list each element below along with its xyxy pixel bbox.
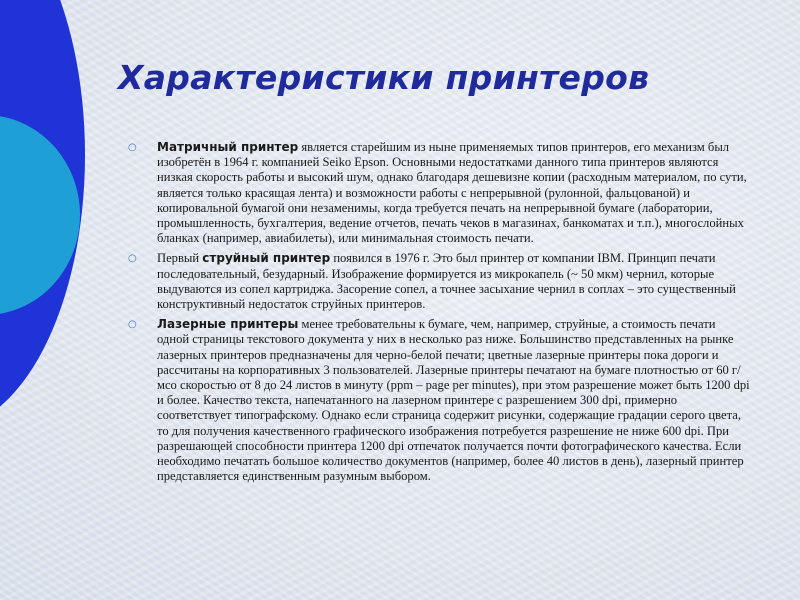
item-term: струйный принтер [202, 251, 331, 266]
item-term: Матричный принтер [157, 140, 299, 154]
bullet-icon: ○ [128, 253, 137, 265]
list-item-matrix-printer [128, 140, 750, 246]
item-text: менее требовательны к бумаге, чем, например, струйные, а стоимость печати одной страницы текстового документа у них в несколько раз ниже. Большинство представленных на рынке лазерных принтеров предназначены для черно-белой печати; цветные лазерные принтеры пока дороги и рассчитаны на корпоративных 3 пользователей. Лазерные принтеры печатают на бумаге плотностью от 60 г/мсо скоростью от 8 до 24 листов в минуту (ppm – page per minutes), при этом разрешение может быть 1200 dpi и более. Качество текста, напечатанного на лазерном принтере с разрешением 300 dpi, примерно соответствует типографскому. Однако если страница содержит рисунки, содержащие градации серого цвета, то для получения качественного графического изображения потребуется разрешение не ниже 600 dpi. При разрешающей способности принтера 1200 dpi отпечаток получается почти фотографического качества. Если необходимо печатать большое количество документов (например, более 40 листов в день), лазерный принтер представляется единственным разумным выбором. [157, 317, 750, 484]
bullet-list [128, 140, 750, 489]
item-text: появился в 1976 г. Это был принтер от компании IBM. Принцип печати последовательный, безударный. Изображение формируется из микрокапель (~ 50 мкм) чернил, которые выдуваются из сопел картриджа. Засорение сопел, а точнее засыхание чернил в соплах – это существенный конструктивный недостаток струйных принтеров. [157, 251, 736, 312]
bullet-icon: ○ [128, 142, 137, 153]
bullet-icon: ○ [128, 319, 137, 331]
item-text: является старейшим из ныне применяемых типов принтеров, его механизм был изобретён в 1964 г. компанией Seiko Epson. Основными недостатками данного типа принтеров являются низкая скорость работы и высокий шум, однако благодаря дешевизне копии (расходным материалом, по сути, является только красящая лента) и возможности работы с непрерывной (рулонной, фальцованой) и копировальной бумагой они незаменимы, когда требуется печать на непрерывной бумаге (лаборатории, промышленность, бухгалтерия, ведение отчетов, печать чеков в магазинах, банкоматах и т.п.), многослойных бланках (например, авиабилеты), или минимальная стоимость печати. [157, 140, 747, 246]
item-term: Лазерные принтеры [157, 317, 299, 332]
slide-title: Характеристики принтеров [118, 58, 650, 97]
list-item-inkjet-printer [128, 251, 750, 312]
list-item-laser-printer [128, 317, 750, 484]
item-prefix: Первый [157, 251, 203, 266]
